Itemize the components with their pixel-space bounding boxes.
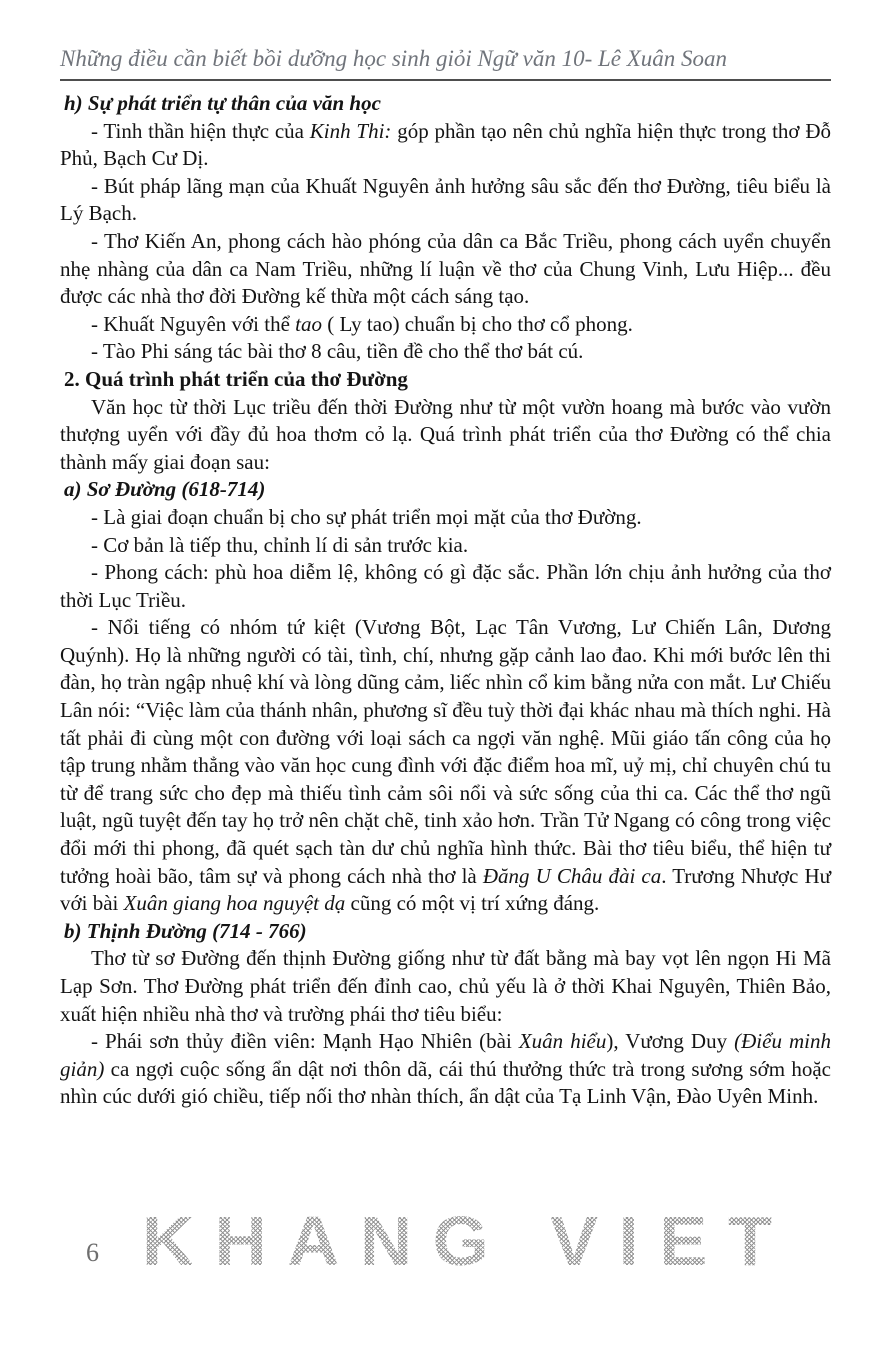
text-run: ca ngợi cuộc sống ẩn dật nơi thôn dã, cái thú thưởng thức trà trong sương sớm hoặc nhìn cúc dưới gió chiều, tiếp nối thơ nhàn thích, ẩn dật của Tạ Linh Vận, Đào Uyên Minh.	[60, 1056, 831, 1109]
page-header	[0, 0, 893, 81]
text-run: góp phần tạo nên chủ nghĩa hiện thực trong thơ Đỗ Phủ, Bạch Cư Dị.	[60, 118, 831, 171]
text-run: . Trương Nhược Hư với bài	[60, 863, 831, 916]
paragraph: - Bút pháp lãng mạn của Khuất Nguyên ảnh hưởng sâu sắc đến thơ Đường, tiêu biểu là Lý Bạch.	[60, 173, 831, 226]
paragraph	[60, 311, 831, 339]
paragraph: Văn học từ thời Lục triều đến thời Đường như từ một vườn hoang mà bước vào vườn thượng uyển với đầy đủ hoa thơm cỏ lạ. Quá trình phát triển của thơ Đường có thể chia thành mấy giai đoạn sau:	[60, 394, 831, 474]
text-run: (Điểu minh giản)	[60, 1029, 831, 1081]
text-run: ), Vương Duy	[606, 1029, 735, 1054]
text-run: - Khuất Nguyên với thể	[91, 311, 296, 336]
text-run: Đăng U Châu đài ca	[482, 863, 662, 888]
page-number: 6	[86, 1238, 99, 1267]
text-run: - Phái sơn thủy điền viên: Mạnh Hạo Nhiên (bài	[91, 1029, 519, 1054]
paragraph	[60, 614, 831, 918]
text-run: ( Ly tao) chuẩn bị cho thơ cổ phong.	[322, 311, 633, 336]
text-run: Xuân giang hoa nguyệt dạ	[123, 891, 346, 916]
section-heading-b: b) Thịnh Đường (714 - 766)	[64, 918, 307, 943]
text-run: - Nổi tiếng có nhóm tứ kiệt (Vương Bột, Lạc Tân Vương, Lư Chiến Lân, Dương Quýnh). Họ là những người có tài, tình, chí, nhưng gặp cảnh lao đao. Khi mới bước lên thi đàn, họ tràn ngập nhuệ khí và lòng dũng cảm, liếc nhìn cổ kim bằng nửa con mắt. Lư Chiếu Lân nói: “Việc làm của thánh nhân, phương sĩ đều tuỳ thời đại khác nhau mà thích nghi. Hà tất phải đi cùng một con đường với loại sách ca ngợi văn nghệ. Mũi giáo tấn công của họ tập trung nhằm thẳng vào văn học cung đình với đặc điểm hoa mĩ, uỷ mị, chỉ chuyên chú tu từ để trang sức cho đẹp mà thiếu tình cảm sôi nổi và sức sống của thi ca. Các thể thơ ngũ luật, ngũ tuyệt đến tay họ trở nên chặt chẽ, tinh xảo hơn. Trần Tử Ngang có công trong việc đổi mới thi phong, đã quét sạch tàn dư chủ nghĩa hình thức. Bài thơ tiêu biểu, thể hiện tư tưởng hoài bão, tâm sự và phong cách nhà thơ là	[60, 615, 831, 888]
section-heading-a: a) Sơ Đường (618-714)	[64, 477, 266, 502]
watermark-khang-viet: KHANG VIET	[142, 1202, 793, 1280]
paragraph: - Là giai đoạn chuẩn bị cho sự phát triển mọi mặt của thơ Đường.	[91, 504, 642, 529]
running-title: Những điều cần biết bồi dưỡng học sinh giỏi Ngữ văn 10- Lê Xuân Soan	[60, 46, 728, 71]
paragraph: - Tào Phi sáng tác bài thơ 8 câu, tiền đề cho thể thơ bát cú.	[91, 339, 584, 364]
text-run: Xuân hiểu	[518, 1029, 607, 1054]
paragraph: Thơ từ sơ Đường đến thịnh Đường giống như từ đất bằng mà bay vọt lên ngọn Hi Mã Lạp Sơn. Thơ Đường phát triển đến đỉnh cao, chủ yếu là ở thời Khai Nguyên, Thiên Bảo, xuất hiện nhiều nhà thơ và trường phái thơ tiêu biểu:	[60, 946, 831, 1026]
paragraph: - Cơ bản là tiếp thu, chỉnh lí di sản trước kia.	[91, 532, 469, 557]
text-run: - Tinh thần hiện thực của	[91, 118, 310, 143]
text-run: Kinh Thi:	[309, 118, 392, 143]
paragraph	[60, 1028, 831, 1111]
header-rule	[60, 79, 831, 81]
section-heading-h: h) Sự phát triển tự thân của văn học	[64, 91, 381, 115]
section-heading-2: 2. Quá trình phát triển của thơ Đường	[64, 366, 408, 391]
paragraph: - Phong cách: phù hoa diễm lệ, không có gì đặc sắc. Phần lớn chịu ảnh hưởng của thơ thời Lục Triều.	[60, 560, 831, 612]
text-run: tao	[295, 311, 322, 336]
paragraph	[60, 118, 831, 173]
page-body	[60, 90, 831, 1111]
text-run: cũng có một vị trí xứng đáng.	[345, 891, 600, 916]
paragraph: - Thơ Kiến An, phong cách hào phóng của dân ca Bắc Triều, phong cách uyển chuyển nhẹ nhàng của dân ca Nam Triều, những lí luận về thơ của Chung Vinh, Lưu Hiệp... đều được các nhà thơ đời Đường kế thừa một cách sáng tạo.	[60, 228, 831, 309]
